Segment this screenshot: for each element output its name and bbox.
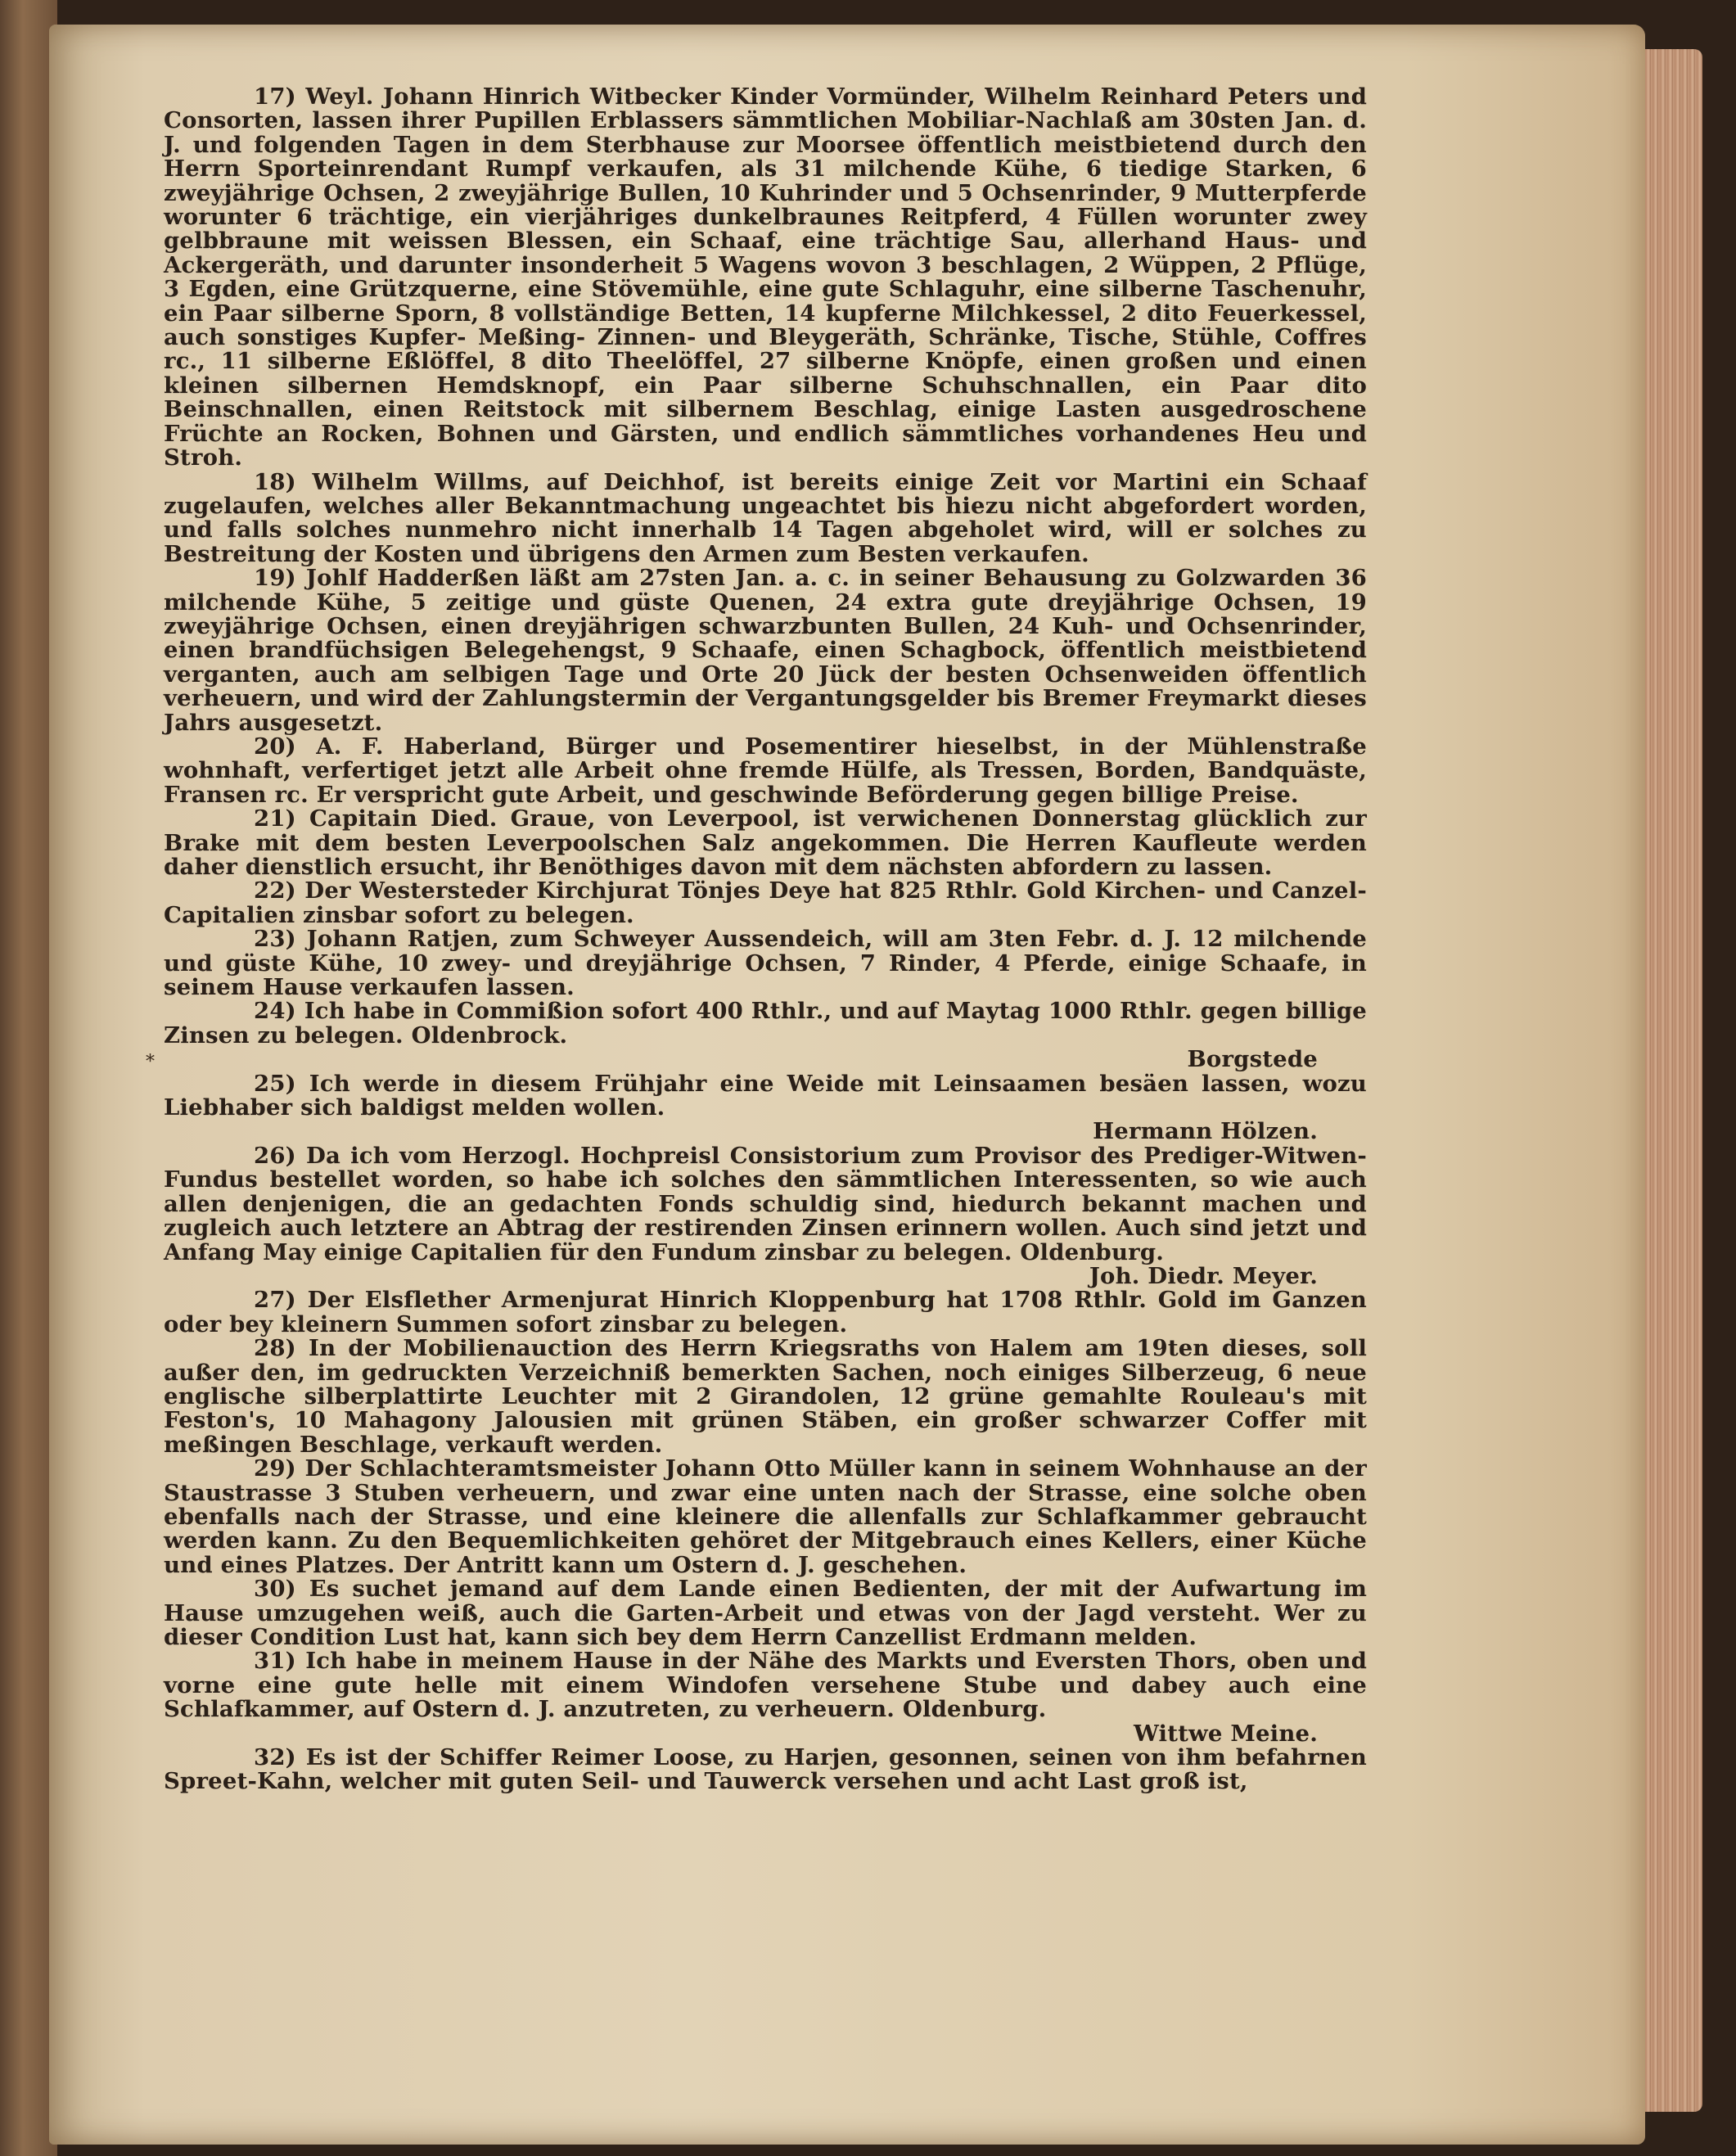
entry-signature: Joh. Diedr. Meyer.	[1089, 1262, 1318, 1289]
entry-signature: Hermann Hölzen.	[1093, 1118, 1318, 1145]
entry-signature: Wittwe Meine.	[1133, 1720, 1318, 1747]
entry-text: 18) Wilhelm Willms, auf Deichhof, ist bereits einige Zeit vor Martini ein Schaaf zugelaufen, welches aller Bekanntmachung ungeachtet bis hiezu nicht abgefordert worden, und falls solches nunmehro nicht innerhalb 14 Tagen abgeholet wird, will er solches zu Bestreitung der Kosten und übrigens den Armen zum Besten verkaufen.	[164, 468, 1367, 567]
entry-29	[164, 1457, 1367, 1577]
entry-text: 31) Ich habe in meinem Hause in der Nähe des Markts und Eversten Thors, oben und vorne eine gute helle mit einem Windofen versehene Stube und dabey auch eine Schlafkammer, auf Ostern d. J. anzutreten, zu verheuern. Oldenburg.	[164, 1648, 1367, 1723]
margin-mark: *	[146, 1052, 155, 1072]
entry-22	[164, 879, 1367, 927]
entry-27	[164, 1288, 1367, 1337]
entry-text: 26) Da ich vom Herzogl. Hochpreisl Consistorium zum Provisor des Prediger-Witwen-Fundus bestellet worden, so habe ich solches den sämmtlichen Interessenten, so wie auch allen denjenigen, die an gedachten Fonds schuldig sind, hiedurch bekannt machen und zugleich auch letztere an Abtrag der restirenden Zinsen erinnern wollen. Auch sind jetzt und Anfang May einige Capitalien für den Fundum zinsbar zu belegen. Oldenburg.	[164, 1142, 1367, 1265]
entry-text: 23) Johann Ratjen, zum Schweyer Aussendeich, will am 3ten Febr. d. J. 12 milchende und güste Kühe, 10 zwey- und dreyjährige Ochsen, 7 Rinder, 4 Pferde, einige Schaafe, in seinem Hause verkaufen lassen.	[164, 926, 1367, 1001]
entry-text: 22) Der Westersteder Kirchjurat Tönjes Deye hat 825 Rthlr. Gold Kirchen- und Canzel-Capitalien zinsbar sofort zu belegen.	[164, 877, 1367, 928]
entry-18	[164, 468, 1367, 567]
entry-text: 21) Capitain Died. Graue, von Leverpool, ist verwichenen Donnerstag glücklich zur Brake mit dem besten Leverpoolschen Salz angekommen. Die Herren Kaufleute werden daher dienstlich ersucht, ihr Benöthiges davon mit dem nächsten abfordern zu lassen.	[164, 805, 1367, 880]
entry-23	[164, 927, 1367, 999]
entry-text: 17) Weyl. Johann Hinrich Witbecker Kinder Vormünder, Wilhelm Reinhard Peters und Consorten, lassen ihrer Pupillen Erblassers sämmtlichen Mobiliar-Nachlaß am 30sten Jan. d. J. und folgenden Tagen in dem Sterbhause zur Moorsee öffentlich meistbietend durch den Herrn Sporteinrendant Rumpf verkaufen, als 31 milchende Kühe, 6 tiedige Starken, 6 zweyjährige Ochsen, 2 zweyjährige Bullen, 10 Kuhrinder und 5 Ochsenrinder, 9 Mutterpferde worunter 6 trächtige, ein vierjähriges dunkelbraunes Reitpferd, 4 Füllen worunter zwey gelbbraune mit weissen Blessen, ein Schaaf, eine trächtige Sau, allerhand Haus- und Ackergeräth, und darunter insonderheit 5 Wagens wovon 3 beschlagen, 2 Wüppen, 2 Pflüge, 3 Egden, eine Grützquerne, eine Stövemühle, eine gute Schlaguhr, eine silberne Taschenuhr, ein Paar silberne Sporn, 8 vollständige Betten, 14 kupferne Milchkessel, 2 dito Feuerkessel, auch sonstiges Kupfer- Meßing- Zinnen- und Bleygeräth, Schränke, Tische, Stühle, Coffres rc., 11 silberne Eßlöffel, 8 dito Theelöffel, 27 silberne Knöpfe, einen großen und einen kleinen silbernen Hemdsknopf, ein Paar silberne Schuhschnallen, ein Paar dito Beinschnallen, einen Reitstock mit silbernem Beschlag, einige Lasten ausgedroschene Früchte an Rocken, Bohnen und Gärsten, und endlich sämmtliches vorhandenes Heu und Stroh.	[164, 83, 1367, 471]
announcements-column	[164, 85, 1367, 1794]
entry-28	[164, 1337, 1367, 1457]
entry-24	[164, 999, 1367, 1071]
entry-21	[164, 807, 1367, 879]
entry-text: 20) A. F. Haberland, Bürger und Posementirer hieselbst, in der Mühlenstraße wohnhaft, verfertiget jetzt alle Arbeit ohne fremde Hülfe, als Tressen, Borden, Bandquäste, Fransen rc. Er verspricht gute Arbeit, und geschwinde Beförderung gegen billige Preise.	[164, 733, 1367, 808]
entry-text: 24) Ich habe in Commißion sofort 400 Rthlr., und auf Maytag 1000 Rthlr. gegen billige Zinsen zu belegen. Oldenbrock.	[164, 998, 1367, 1049]
entry-19	[164, 566, 1367, 735]
entry-text: 32) Es ist der Schiffer Reimer Loose, zu Harjen, gesonnen, seinen von ihm befahrnen Spreet-Kahn, welcher mit guten Seil- und Tauwerck versehen und acht Last groß ist,	[164, 1744, 1367, 1795]
entry-32	[164, 1746, 1367, 1794]
entry-text: 19) Johlf Hadderßen läßt am 27sten Jan. a. c. in seiner Behausung zu Golzwarden 36 milchende Kühe, 5 zeitige und güste Quenen, 24 extra gute dreyjährige Ochsen, 19 zweyjährige Ochsen, einen dreyjährigen schwarzbunten Bullen, 24 Kuh- und Ochsenrinder, einen brandfüchsigen Belegehengst, 9 Schaafe, einen Schagbock, öffentlich meistbietend verganten, auch am selbigen Tage und Orte 20 Jück der besten Ochsenweiden öffentlich verheuern, und wird der Zahlungstermin der Vergantungsgelder bis Bremer Freymarkt dieses Jahrs ausgesetzt.	[164, 565, 1367, 736]
entry-signature: Borgstede	[1187, 1046, 1318, 1073]
entry-20	[164, 735, 1367, 807]
entry-25	[164, 1072, 1367, 1144]
entry-31	[164, 1649, 1367, 1746]
entry-text: 25) Ich werde in diesem Frühjahr eine Weide mit Leinsaamen besäen lassen, wozu Liebhaber sich baldigst melden wollen.	[164, 1070, 1367, 1121]
entry-text: 28) In der Mobilienauction des Herrn Kriegsraths von Halem am 19ten dieses, soll außer den, im gedruckten Verzeichniß bemerkten Sachen, noch einiges Silberzeug, 6 neue englische silberplattirte Leuchter mit 2 Girandolen, 12 grüne gemahlte Rouleau's mit Feston's, 10 Mahagony Jalousien mit grünen Stäben, ein großer schwarzer Coffer mit meßingen Beschlage, verkauft werden.	[164, 1335, 1367, 1458]
entry-26	[164, 1144, 1367, 1288]
entry-text: 27) Der Elsflether Armenjurat Hinrich Kloppenburg hat 1708 Rthlr. Gold im Ganzen oder bey kleinern Summen sofort zinsbar zu belegen.	[164, 1287, 1367, 1337]
entry-text: 30) Es suchet jemand auf dem Lande einen Bedienten, der mit der Aufwartung im Hause umzugehen weiß, auch die Garten-Arbeit und etwas von der Jagd versteht. Wer zu dieser Condition Lust hat, kann sich bey dem Herrn Canzellist Erdmann melden.	[164, 1576, 1367, 1650]
entry-17	[164, 85, 1367, 471]
entry-text: 29) Der Schlachteramtsmeister Johann Otto Müller kann in seinem Wohnhause an der Staustrasse 3 Stuben verheuern, und zwar eine unten nach der Strasse, eine solche oben ebenfalls nach der Strasse, und eine kleinere die allenfalls zur Schlafkammer gebraucht werden kann. Zu den Bequemlichkeiten gehöret der Mitgebrauch eines Kellers, einer Küche und eines Platzes. Der Antritt kann um Ostern d. J. geschehen.	[164, 1455, 1367, 1578]
entry-30	[164, 1577, 1367, 1649]
